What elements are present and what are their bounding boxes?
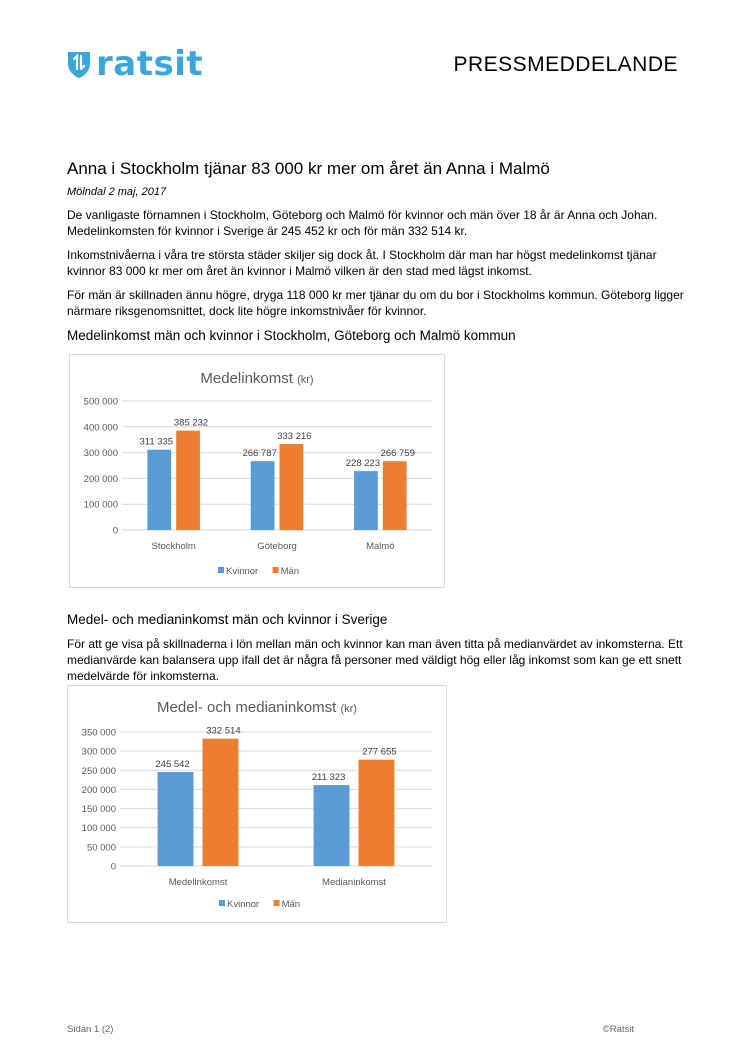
y-tick-label: 300 000 [83,448,118,460]
bar-kvinnor-1 [251,461,275,530]
bar-män-0 [203,739,239,866]
data-label: 332 514 [206,725,241,737]
legend-label-kvinnor: Kvinnor [227,899,260,910]
chart-medelinkomst [70,355,444,587]
data-label: 228 223 [345,458,381,470]
bar-kvinnor-2 [354,471,378,530]
data-label: 277 655 [362,746,397,758]
data-label: 385 232 [173,417,209,429]
paragraph-1: De vanligaste förnamnen i Stockholm, Göteborg och Malmö för kvinnor och män över 18 år är Anna och Johan. Medelinkomsten för kvinnor i Sverige är 245 452 kr och för män 332 514 kr. [67,208,658,238]
bar-kvinnor-0 [158,772,194,866]
legend-swatch-män [273,567,279,573]
paragraph-2: Inkomstnivåerna i våra tre största städer skiljer sig dock åt. I Stockholm där man har högst medelinkomst tjänar kvinnor 83 000 kr mer om året än kvinnor i Malmö vilken är den stad med lägst inkomst. [67,248,657,278]
y-tick-label: 100 000 [83,499,118,511]
legend-swatch-kvinnor [219,900,225,906]
chart-2-container [67,685,447,923]
legend-label-män: Män [281,899,301,910]
brand-name: ratsit [96,44,204,84]
x-tick-label: Medelinkomst [168,877,228,888]
y-tick-label: 300 000 [81,746,116,758]
bar-män-0 [176,431,200,530]
y-tick-label: 500 000 [83,396,118,408]
y-tick-label: 200 000 [83,473,118,485]
data-label: 311 335 [139,436,174,448]
chart-2-heading: Medel- och medianinkomst män och kvinnor i Sverige [67,612,388,627]
y-tick-label: 350 000 [81,727,116,739]
legend-label-kvinnor: Kvinnor [226,566,259,577]
legend-swatch-män [274,900,280,906]
y-tick-label: 50 000 [86,842,116,854]
legend-label-män: Män [280,566,300,577]
x-tick-label: Malmö [366,541,395,552]
y-tick-label: 0 [110,861,116,873]
page-number: Sidan 1 (2) [67,1024,114,1035]
legend-swatch-kvinnor [218,567,224,573]
x-tick-label: Göteborg [257,541,297,552]
chart-medel-median [68,686,446,922]
bar-kvinnor-1 [314,785,350,866]
y-tick-label: 150 000 [81,804,116,816]
chart-title: Medel- och medianinkomst (kr) [157,699,357,716]
document-type: PRESSMEDDELANDE [453,53,678,76]
bar-män-1 [280,444,304,530]
paragraph-3: För män är skillnaden ännu högre, dryga 118 000 kr mer tjänar du om du bor i Stockholms kommun. Göteborg ligger närmare riksgenomsnittet, dock lite högre inkomstnivåer för kvinnor. [67,288,684,318]
shield-logo-icon [66,49,92,79]
chart-1-container [69,354,445,588]
x-tick-label: Medianinkomst [322,877,386,888]
bar-män-2 [383,461,407,530]
paragraph-4: För att ge visa på skillnaderna i lön mellan män och kvinnor kan man även titta på medianvärdet av inkomsterna. Ett medianvärde kan balansera upp ifall det är några få personer med väldigt hög eller låg inkomst som kan ge ett snett medelvärde för inkomsterna. [67,637,683,683]
y-tick-label: 0 [112,525,118,537]
y-tick-label: 250 000 [81,765,116,777]
article-date: Mölndal 2 maj, 2017 [67,186,167,198]
chart-title: Medelinkomst (kr) [200,370,314,387]
y-tick-label: 100 000 [81,823,116,835]
y-tick-label: 200 000 [81,784,116,796]
bar-kvinnor-0 [147,450,171,530]
article-title: Anna i Stockholm tjänar 83 000 kr mer om året än Anna i Malmö [67,159,550,178]
bar-män-1 [359,760,395,866]
data-label: 245 542 [155,758,190,770]
x-tick-label: Stockholm [151,541,196,552]
data-label: 333 216 [277,431,312,443]
data-label: 266 787 [242,448,277,460]
chart-1-heading: Medelinkomst män och kvinnor i Stockholm, Göteborg och Malmö kommun [67,328,516,343]
ratsit-logo [66,46,203,82]
data-label: 211 323 [311,772,346,784]
y-tick-label: 400 000 [83,422,118,434]
copyright: ©Ratsit [602,1024,634,1035]
data-label: 266 759 [380,448,415,460]
